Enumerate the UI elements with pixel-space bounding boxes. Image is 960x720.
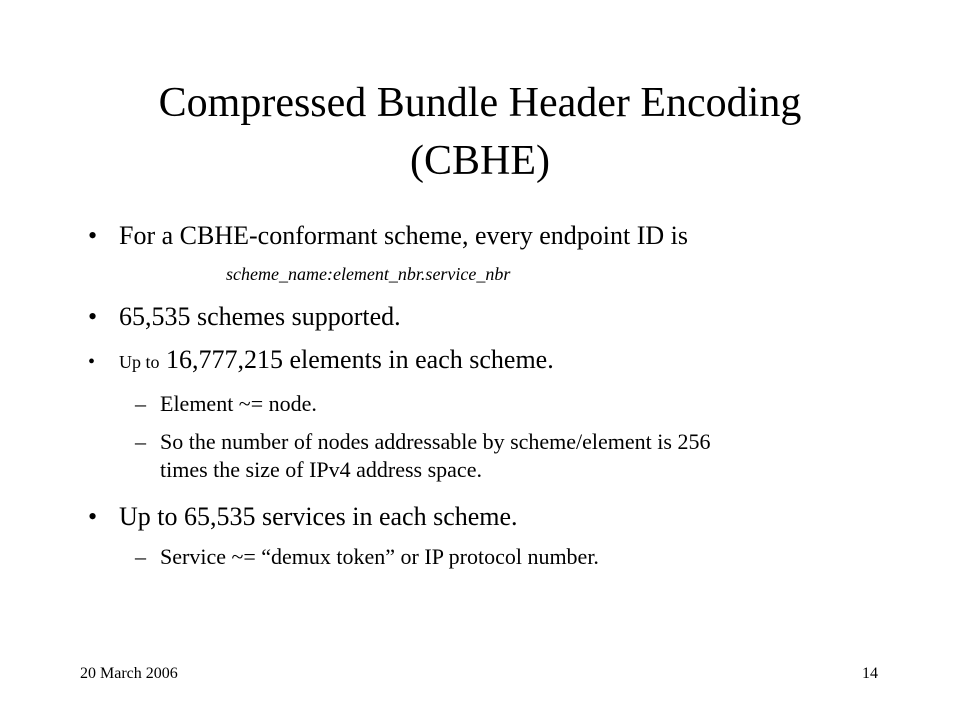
endpoint-id-format: scheme_name:element_nbr.service_nbr — [226, 264, 511, 284]
bullet-endpoint-id — [88, 221, 688, 251]
bullet-marker: • — [88, 221, 98, 250]
subbullet-marker: – — [135, 391, 146, 416]
slide-title-line-1: Compressed Bundle Header Encoding — [158, 80, 802, 126]
bullet-services — [88, 502, 518, 532]
subbullet-text: Element ~= node. — [160, 391, 317, 416]
slide-title — [0, 74, 960, 190]
bullet-schemes — [88, 302, 401, 332]
bullet-text: 65,535 schemes supported. — [119, 302, 401, 331]
bullet-marker: • — [88, 502, 98, 531]
subbullet-marker: – — [135, 544, 146, 569]
bullet-marker: • — [88, 302, 98, 331]
bullet-marker: • — [88, 351, 96, 373]
subbullet-element-node — [135, 391, 317, 417]
bullet-elements — [88, 345, 554, 375]
subbullet-text: Service ~= “demux token” or IP protocol number. — [160, 544, 599, 569]
bullet-text: Up to 65,535 services in each scheme. — [119, 502, 518, 531]
footer-date: 20 March 2006 — [80, 665, 178, 682]
subbullet-service-token — [135, 544, 599, 570]
subbullet-address-space-continued: times the size of IPv4 address space. — [160, 457, 482, 482]
subbullet-marker: – — [135, 429, 146, 454]
bullet-prefix: Up to — [119, 352, 160, 372]
page-number: 14 — [862, 665, 878, 682]
slide-title-line-2: (CBHE) — [410, 138, 550, 184]
subbullet-address-space — [135, 429, 710, 455]
subbullet-text: So the number of nodes addressable by scheme/element is 256 — [160, 429, 711, 454]
bullet-text: 16,777,215 elements in each scheme. — [159, 345, 554, 374]
bullet-text: For a CBHE-conformant scheme, every endpoint ID is — [119, 221, 688, 250]
